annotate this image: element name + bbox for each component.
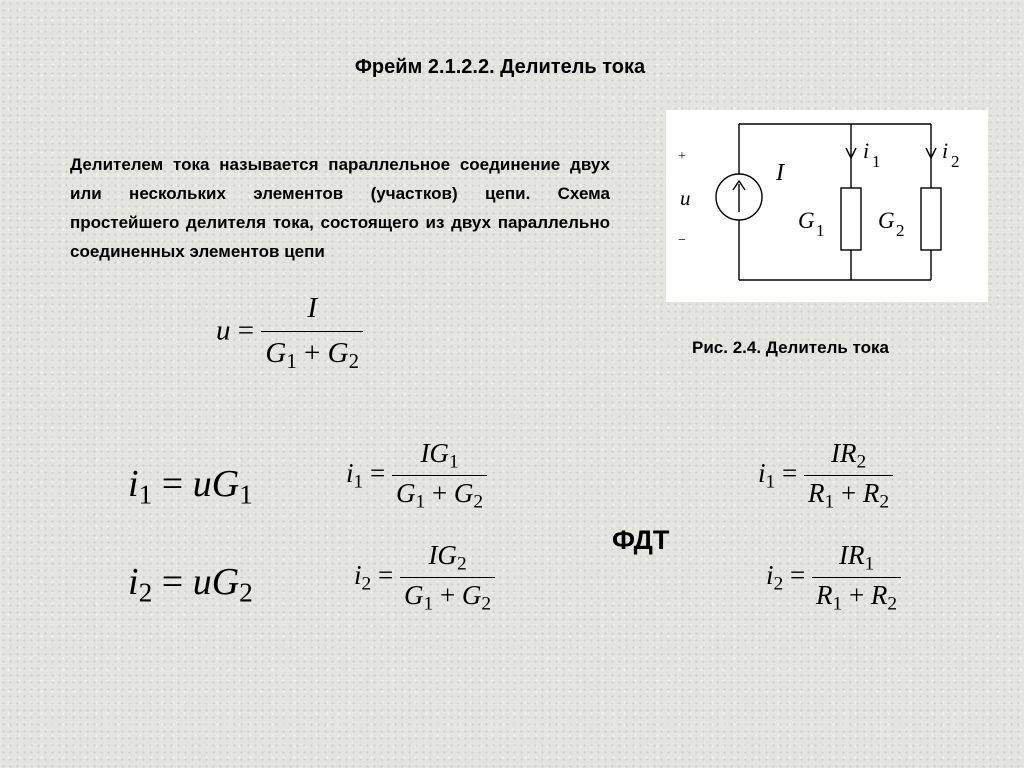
g2-resistor	[921, 188, 941, 250]
fraction: $\frac{I}{G_1 + G_2}$	[261, 292, 363, 374]
g2-label: G	[878, 208, 895, 233]
i2-label-sub: 2	[951, 152, 960, 171]
circuit-svg	[666, 110, 988, 302]
minus-sign: −	[678, 233, 686, 248]
g1-resistor	[841, 188, 861, 250]
g2-label-sub: 2	[896, 221, 905, 240]
equation-i1-resistance: $i_1$ = $\frac{IR_2}{R_1 + R_2}$	[758, 438, 893, 514]
fdt-label: ФДТ	[612, 525, 670, 555]
g1-label: G	[798, 208, 815, 233]
fraction: $\frac{IG_2}{G_1 + G_2}$	[400, 540, 495, 616]
g1-label-sub: 1	[816, 221, 825, 240]
i1-label: i	[863, 138, 870, 163]
equation-i2-resistance: $i_2$ = $\frac{IR_1}{R_1 + R_2}$	[766, 540, 901, 616]
source-current-label: I	[776, 160, 784, 186]
equation-i1-conductance: $i_1$ = $\frac{IG_1}{G_1 + G_2}$	[346, 438, 487, 514]
plus-sign: +	[678, 149, 686, 164]
voltage-label: u	[680, 186, 691, 210]
slide-title: Фрейм 2.1.2.2. Делитель тока	[354, 56, 646, 78]
i2-label: i	[942, 138, 949, 163]
equation-i2-conductance-voltage: $i_2 = uG_2$	[128, 561, 253, 608]
equation-voltage: u = $\frac{I}{G_1 + G_2}$	[216, 292, 363, 374]
i1-label-sub: 1	[872, 152, 881, 171]
definition-text: Делителем тока называется параллельное соединение двух или нескольких элементов (участков) цепи. Схема простейшего делителя тока, состоящего из двух параллельно соединенных элементов цепи	[70, 155, 610, 261]
figure-caption: Рис. 2.4. Делитель тока	[692, 338, 889, 357]
fraction: $\frac{IR_1}{R_1 + R_2}$	[812, 540, 901, 616]
fraction: $\frac{IG_1}{G_1 + G_2}$	[392, 438, 487, 514]
equation-i2-conductance: $i_2$ = $\frac{IG_2}{G_1 + G_2}$	[354, 540, 495, 616]
equation-i1-conductance-voltage: $i_1 = uG_1$	[128, 463, 253, 510]
fraction: $\frac{IR_2}{R_1 + R_2}$	[804, 438, 893, 514]
circuit-diagram	[666, 110, 988, 302]
